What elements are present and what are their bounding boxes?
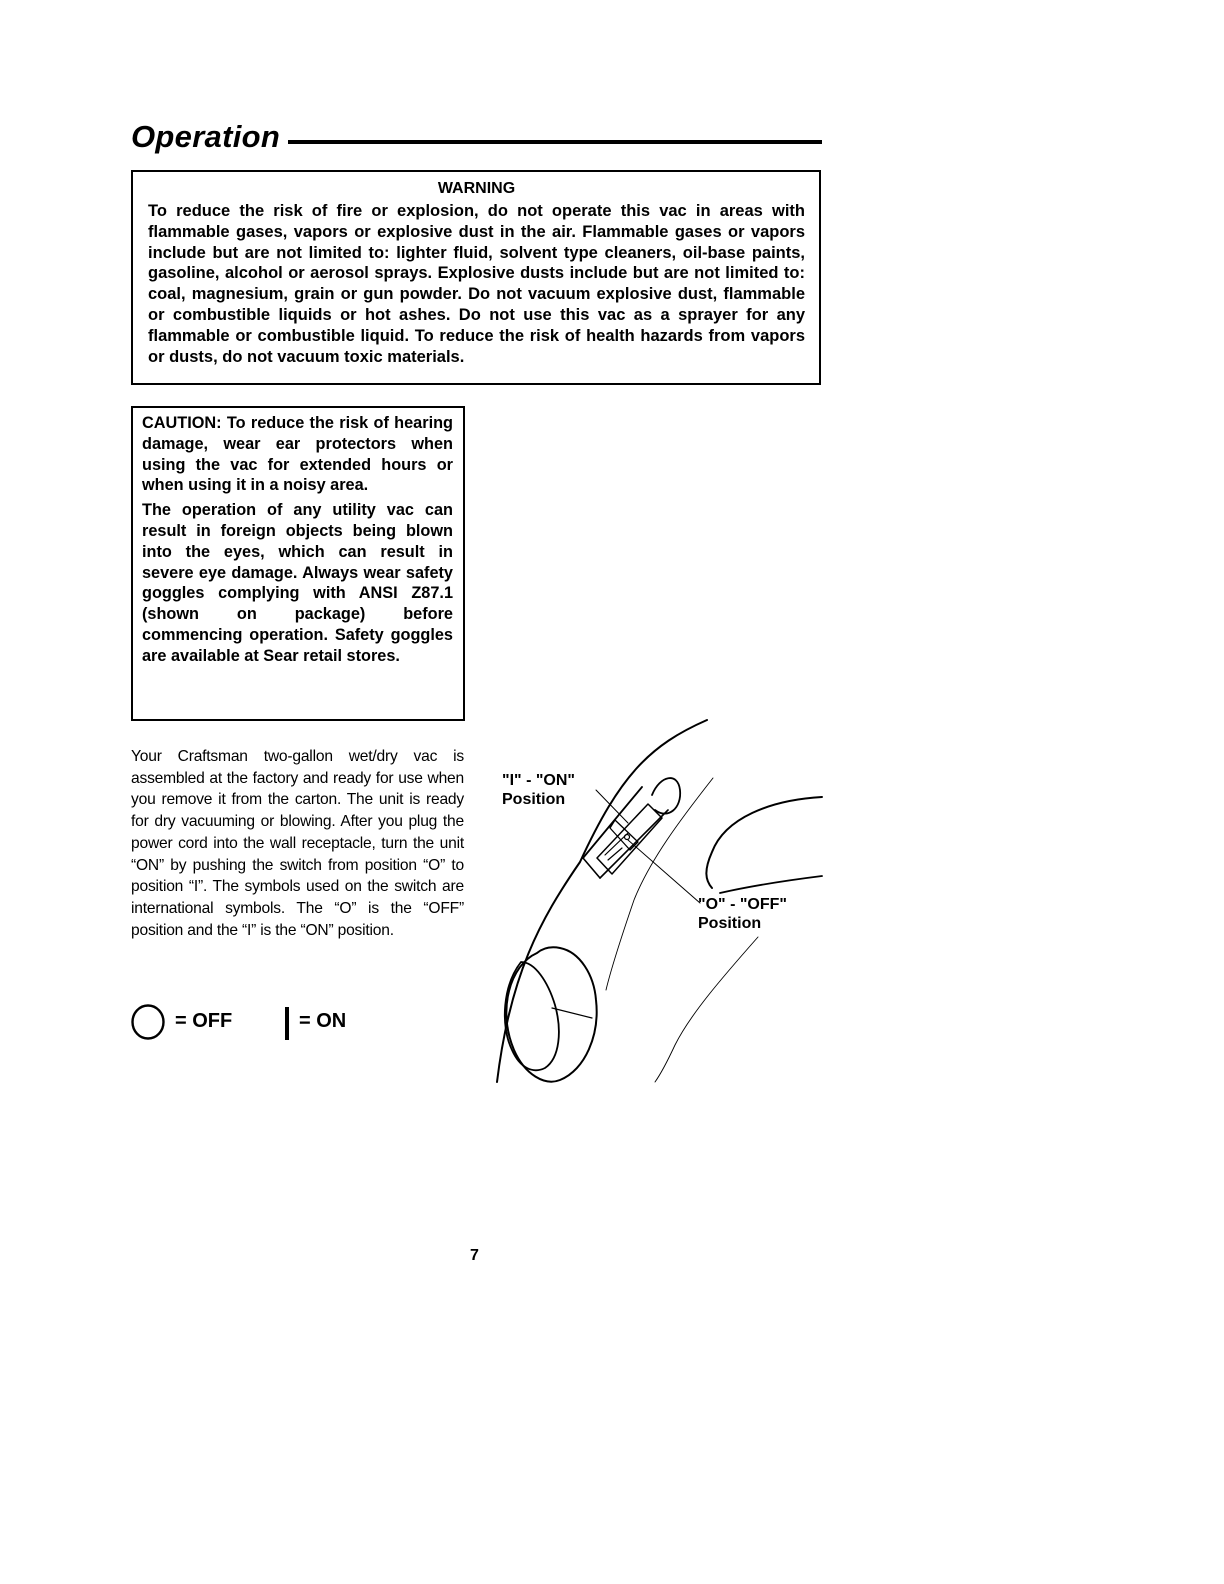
on-position-callout xyxy=(502,771,575,809)
off-position-caption: Position xyxy=(698,915,762,932)
on-label: = ON xyxy=(299,1010,347,1032)
on-position-caption: Position xyxy=(502,791,566,808)
off-position-label: "O" - "OFF" xyxy=(698,896,787,913)
page-number: 7 xyxy=(470,1247,479,1264)
off-label: = OFF xyxy=(175,1010,233,1032)
warning-box xyxy=(131,170,821,385)
circle-icon xyxy=(130,1003,166,1041)
operation-instructions: Your Craftsman two-gallon wet/dry vac is assembled at the factory and ready for use when you remove it from the carton. The unit is ready for dry vacuuming or blowing. After you plug the power cord into the wall receptacle, turn the unit “ON” by pushing the switch from position “O” to position “I”. The symbols used on the switch are international symbols. The “O” is the “OFF” position and the “I” is the “ON” position. xyxy=(131,748,464,939)
off-position-callout xyxy=(698,895,787,933)
warning-text: To reduce the risk of fire or explosion, do not operate this vac in areas with flammable gases, vapors or explosive dust in the air. Flammable gases or vapors include but are not limited to: lighter fluid, solvent type cleaners, oil-base paints, gasoline, alcohol or aerosol sprays. Explosive dusts include but are not limited to: coal, magnesium, grain or gun powder. Do not vacuum explosive dust, flammable or combustible liquids or hot ashes. Do not use this vac as a sprayer for any flammable or combustible liquid. To reduce the risk of health hazards from vapors or dusts, do not vacuum toxic materials. xyxy=(148,202,805,366)
caution-box xyxy=(131,406,465,721)
title-rule xyxy=(288,140,822,144)
vertical-bar-icon xyxy=(285,1007,289,1040)
on-position-label: "I" - "ON" xyxy=(502,772,576,789)
caution-eye-text: The operation of any utility vac can result in foreign objects being blown into the eyes, which can result in severe eye damage. Always wear safety goggles complying with ANSI Z87.1 (shown on package) before commencing operation. Safety goggles are available at Sear retail stores. xyxy=(142,501,453,665)
section-title: Operation xyxy=(131,119,281,154)
caution-hearing-text: CAUTION: To reduce the risk of hearing damage, wear ear protectors when using the vac for extended hours or when using it in a noisy area. xyxy=(142,414,453,495)
warning-title: WARNING xyxy=(437,180,516,197)
